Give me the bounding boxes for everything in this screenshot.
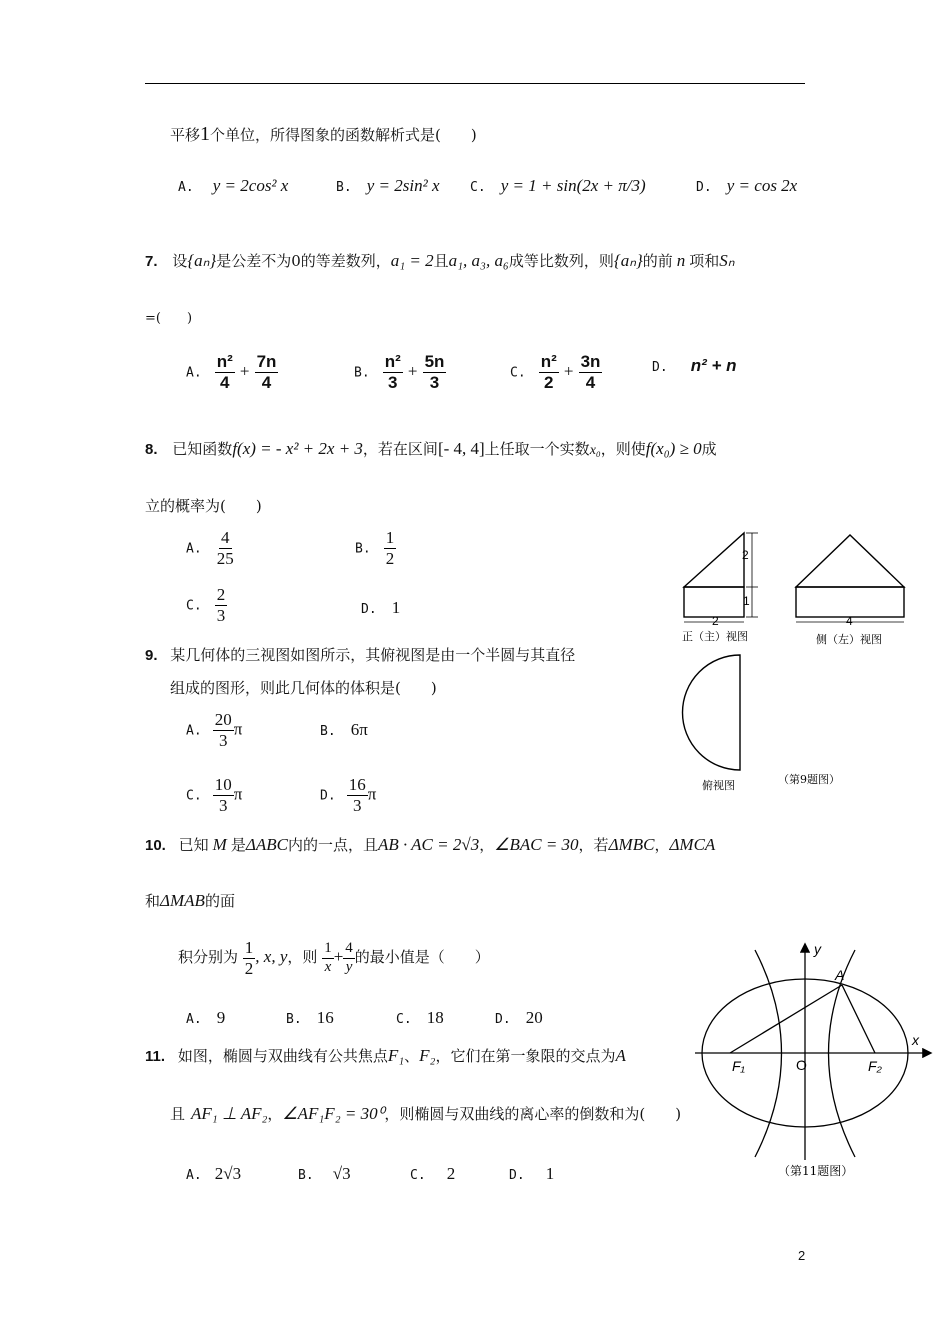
front-view-caption: 正（主）视图 xyxy=(682,630,748,643)
q7-number: 7. xyxy=(145,253,158,270)
q9-option-c[interactable]: C. $\frac{10}{3}$ π xyxy=(186,775,243,815)
q9-option-a[interactable]: A. $\frac{20}{3}$ π xyxy=(186,710,243,750)
q8-option-c[interactable]: C. $\frac{2}{3}$ xyxy=(186,585,226,625)
q10-line3: 积分别为 $\frac{1}{2}$ , x, y，则 $\frac{1}{x}$ + $\frac{4}{y}$ 的最小值是（ ） xyxy=(178,938,490,978)
f2-label: F₂ xyxy=(868,1058,882,1074)
y-axis-label: y xyxy=(814,941,821,957)
q9-option-d[interactable]: D. $\frac{16}{3}$ π xyxy=(320,775,377,815)
header-rule xyxy=(145,83,805,84)
point-a-label: A xyxy=(835,967,845,983)
q11-line2: 且 AF₁ ⊥ AF₂，∠AF₁F₂ = 30⁰，则椭圆与双曲线的离心率的倒数和为( ) xyxy=(170,1104,682,1123)
q8-option-a[interactable]: A. $\frac{4}{25}$ xyxy=(186,528,234,568)
page-number: 2 xyxy=(798,1248,806,1263)
q10-option-b[interactable]: B. 16 xyxy=(286,1008,334,1027)
q8-number: 8. xyxy=(145,441,158,458)
q11-option-d[interactable]: D. 1 xyxy=(509,1164,555,1183)
q10-option-a[interactable]: A. 9 xyxy=(186,1008,226,1027)
q9-option-b[interactable]: B. 6π xyxy=(320,720,368,739)
q9-line2: 组成的图形，则此几何体的体积是( ) xyxy=(170,679,437,697)
q11-option-c[interactable]: C. 2 xyxy=(410,1164,456,1183)
q6-option-b[interactable]: B. y = 2sin² x xyxy=(336,176,440,195)
q7-option-c[interactable]: C. $\frac{\text{n²}}{2}$ + $\frac{3n}{4}$ xyxy=(510,352,601,392)
q6-text-2: 个单位，所得图象的函数解析式是( ) xyxy=(210,126,477,144)
f1-label: F₁ xyxy=(732,1058,745,1074)
q6-text: 平移 xyxy=(170,126,201,144)
q11-number: 11. xyxy=(145,1048,166,1065)
dim-2-top: 2 xyxy=(742,548,749,562)
q11-option-b[interactable]: B. √3 xyxy=(298,1164,351,1183)
front-view-triangle xyxy=(684,533,744,587)
q9-number: 9. xyxy=(145,647,158,664)
q7-blank: =( ) xyxy=(145,311,193,326)
side-view-triangle xyxy=(796,535,904,587)
q10-number: 10. xyxy=(145,837,166,854)
q8-option-d[interactable]: D. 1 xyxy=(361,598,401,617)
origin-label: O xyxy=(796,1057,807,1073)
q7-option-a[interactable]: A. $\frac{\text{n²}}{4}$ + $\frac{7n}{4}$ xyxy=(186,352,277,392)
top-view-semicircle xyxy=(683,655,741,770)
front-view-rect xyxy=(684,587,744,617)
q6-option-a[interactable]: A. y = 2cos² x xyxy=(178,176,289,195)
q8-line2: 立的概率为( ) xyxy=(145,497,262,515)
dim-2-bottom: 2 xyxy=(712,614,719,628)
dim-1: 1 xyxy=(743,594,750,608)
q10-option-d[interactable]: D. 20 xyxy=(495,1008,543,1027)
x-axis-label: x xyxy=(912,1032,919,1048)
q7-option-b[interactable]: B. $\frac{\text{n²}}{3}$ + $\frac{5n}{3}$ xyxy=(354,352,445,392)
q7-stem: 7. 设{aₙ}是公差不为0的等差数列，a₁ = 2且a₁, a₃, a₆成等比数列，则{aₙ}的前 n 项和Sₙ xyxy=(145,251,735,270)
q10-option-c[interactable]: C. 18 xyxy=(396,1008,444,1027)
q6-option-c[interactable]: C. y = 1 + sin(2x + π/3) xyxy=(470,176,646,195)
segment-af1 xyxy=(730,985,842,1053)
fig9-caption: （第9题图） xyxy=(778,773,840,786)
dim-4: 4 xyxy=(846,614,853,628)
q6-option-d[interactable]: D. y = cos 2x xyxy=(696,176,798,195)
q6-one: 1 xyxy=(200,123,211,145)
q10-line2: 和ΔMAB的面 xyxy=(145,891,235,910)
q10-stem: 10. 已知 M 是ΔABC内的一点，且AB · AC = 2√3，∠BAC = 30，若ΔMBC，ΔMCA xyxy=(145,835,716,854)
top-view-caption: 俯视图 xyxy=(702,779,735,792)
q11-ellipse-hyperbola-figure xyxy=(690,935,940,1185)
q11-option-a[interactable]: A. 2√3 xyxy=(186,1164,242,1183)
side-view-rect xyxy=(796,587,904,617)
q9-three-view-figure xyxy=(670,525,920,805)
fig11-caption: （第11题图） xyxy=(778,1164,854,1178)
q7-option-d[interactable]: D. n² + n xyxy=(652,356,737,375)
q6-stem xyxy=(170,123,477,146)
q8-option-b[interactable]: B. $\frac{1}{2}$ xyxy=(355,528,395,568)
q9-stem: 9. 某几何体的三视图如图所示，其俯视图是由一个半圆与其直径 xyxy=(145,646,576,664)
q8-stem: 8. 已知函数f(x) = - x² + 2x + 3，若在区间[- 4, 4]上任取一个实数x₀，则使f(x₀) ≥ 0成 xyxy=(145,439,717,458)
side-view-caption: 侧（左）视图 xyxy=(816,633,882,646)
q11-stem: 11. 如图，椭圆与双曲线有公共焦点F₁、F₂，它们在第一象限的交点为A xyxy=(145,1046,626,1065)
